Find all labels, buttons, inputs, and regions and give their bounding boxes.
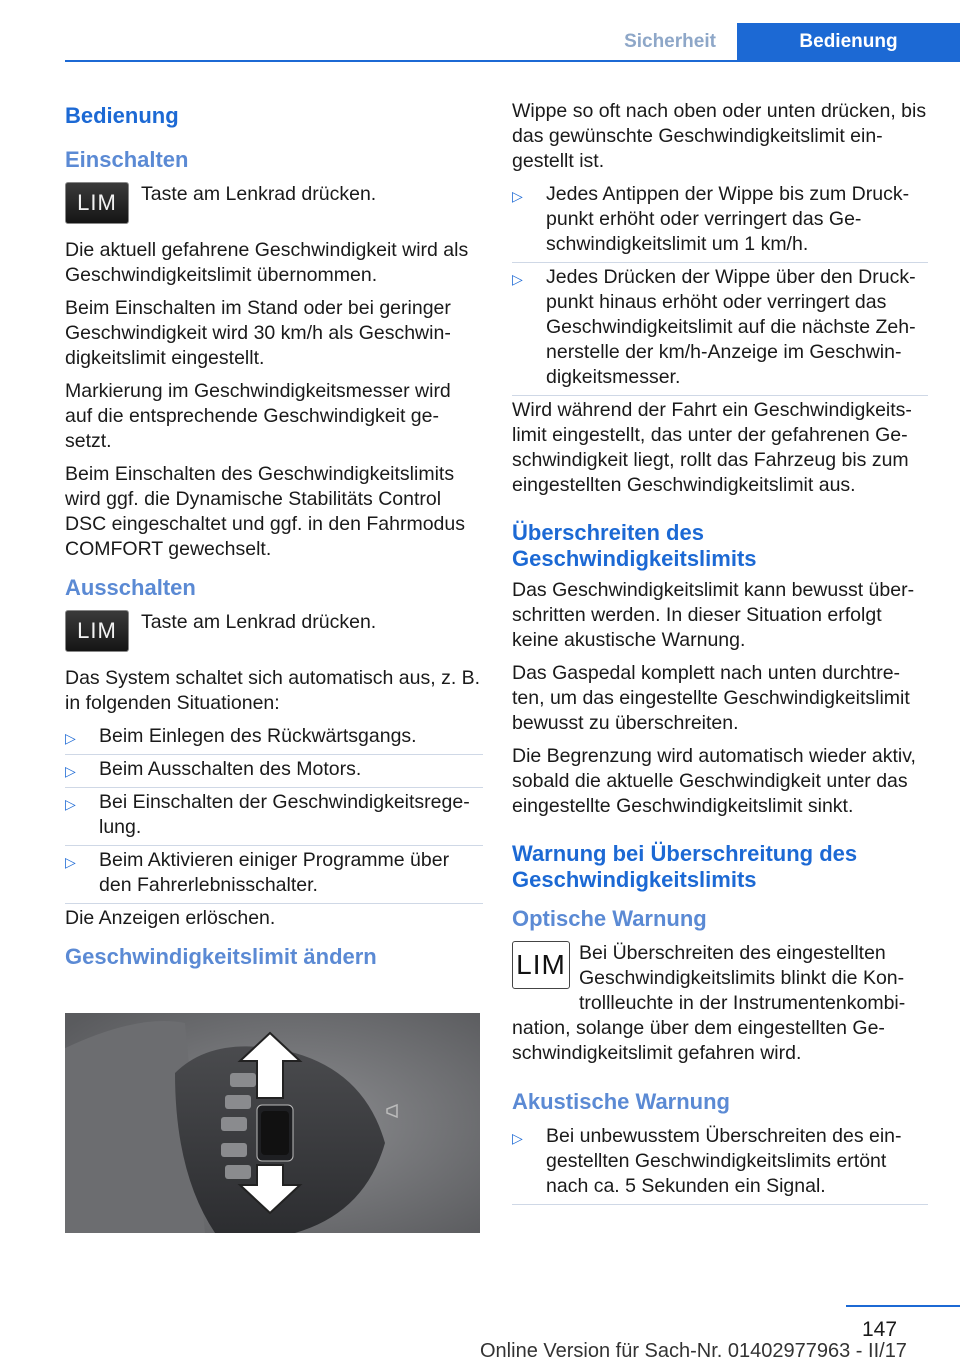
optische-warnung-row [512,941,928,1016]
header-rule [65,60,960,62]
header-tab-sicherheit[interactable]: Sicherheit [624,31,716,52]
footer-rule [846,1305,960,1307]
lim-button-icon: LIM [65,182,129,224]
section-title: Bedienung [65,103,179,128]
lim-button-icon: LIM [65,610,129,652]
paragraph: Das System schaltet sich automatisch aus, z. B. in folgenden Situationen: [65,667,481,714]
paragraph: Das Geschwindigkeitslimit kann bewusst über-schritten werden. In dieser Situation erfolgt keine akustische Warnung. [512,579,915,651]
list-item: ▷ Bei unbewusstem Überschreiten des ein-gestellten Geschwindigkeitslimits ertönt nach ca. 5 Sekunden ein Signal. [512,1124,928,1199]
left-column [65,100,483,979]
list-item: ▷ Beim Ausschalten des Motors. [65,757,483,782]
paragraph: Beim Einschalten im Stand oder bei geringer Geschwindigkeit wird 30 km/h als Geschwin-digkeitslimit eingestellt. [65,297,451,369]
triangle-bullet-icon: ▷ [65,730,76,746]
lim-button-instruction: Taste am Lenkrad drücken. [141,183,377,205]
page-number: 147 [862,1318,898,1341]
paragraph: Die Anzeigen erlöschen. [65,907,276,929]
lim-button-row-off [65,610,483,656]
triangle-bullet-icon: ▷ [512,271,523,287]
list-item: ▷ Jedes Drücken der Wippe über den Druck-punkt hinaus erhöht oder verringert das Geschwindigkeitslimit auf die nächste Zeh-nerstelle der km/h-Anzeige im Geschwin-digkeitsmesser. [512,265,928,390]
right-column [512,99,928,1207]
heading-einschalten: Einschalten [65,147,189,172]
optische-warnung-text: Bei Überschreiten des eingestellten Geschwindigkeitslimits blinkt die Kon-trollleuchte in der Instrumentenkombi- [579,942,906,1014]
paragraph: Wippe so oft nach oben oder unten drücken, bis das gewünschte Geschwindigkeitslimit ein-gestellt ist. [512,100,927,172]
heading-optische-warnung: Optische Warnung [512,906,707,931]
triangle-bullet-icon: ▷ [512,188,523,204]
triangle-bullet-icon: ▷ [65,763,76,779]
list-item: ▷ Jedes Antippen der Wippe bis zum Druck-punkt erhöht oder verringert das Ge-schwindigkeitslimit um 1 km/h. [512,182,928,257]
triangle-bullet-icon: ▷ [65,854,76,870]
lim-indicator-icon: LIM [512,941,570,989]
paragraph: Wird während der Fahrt ein Geschwindigkeits-limit eingestellt, das unter der gefahrenen Ge-schwindigkeit liegt, rollt das Fahrzeug bis zum eingestellten Geschwindigkeitslimit aus. [512,399,912,496]
heading-akustische-warnung: Akustische Warnung [512,1089,730,1114]
steering-wheel-rocker-illustration [65,1013,480,1233]
list-akustisch [512,1124,928,1199]
list-item: ▷ Beim Einlegen des Rückwärtsgangs. [65,724,483,749]
list-auto-off [65,724,483,898]
heading-warnung: Warnung bei Überschreitung des Geschwindigkeitslimits [512,841,858,892]
header-tab-bedienung[interactable]: Bedienung [737,23,960,61]
triangle-bullet-icon: ▷ [65,796,76,812]
paragraph: Die Begrenzung wird automatisch wieder aktiv, sobald die aktuelle Geschwindigkeit unter das eingestellte Geschwindigkeitslimit sinkt. [512,745,916,817]
triangle-bullet-icon: ▷ [512,1130,523,1146]
heading-ausschalten: Ausschalten [65,575,196,600]
lim-button-instruction: Taste am Lenkrad drücken. [141,611,377,633]
footer-text: Online Version für Sach-Nr. 01402977963 - II/17 [480,1340,907,1362]
paragraph: nation, solange über dem eingestellten Ge-schwindigkeitslimit gefahren wird. [512,1017,885,1064]
paragraph: Das Gaspedal komplett nach unten durchtre-ten, um das eingestellte Geschwindigkeitslimit bewusst zu überschreiten. [512,662,910,734]
paragraph: Die aktuell gefahrene Geschwindigkeit wird als Geschwindigkeitslimit übernommen. [65,239,469,286]
paragraph: Markierung im Geschwindigkeitsmesser wird auf die entsprechende Geschwindigkeit ge-setzt. [65,380,451,452]
heading-ueberschreiten: Überschreiten des Geschwindigkeitslimits [512,520,757,571]
heading-aendern: Geschwindigkeitslimit ändern [65,944,377,969]
list-rocker-actions [512,182,928,390]
list-item: ▷ Bei Einschalten der Geschwindigkeitsrege-lung. [65,790,483,840]
paragraph: Beim Einschalten des Geschwindigkeitslimits wird ggf. die Dynamische Stabilitäts Control DSC eingeschaltet und ggf. in den Fahrmodus COMFORT gewechselt. [65,463,465,560]
steering-wheel-drawing [65,1013,480,1233]
lim-button-row-on [65,182,483,228]
list-item: ▷ Beim Aktivieren einiger Programme über den Fahrerlebnisschalter. [65,848,483,898]
